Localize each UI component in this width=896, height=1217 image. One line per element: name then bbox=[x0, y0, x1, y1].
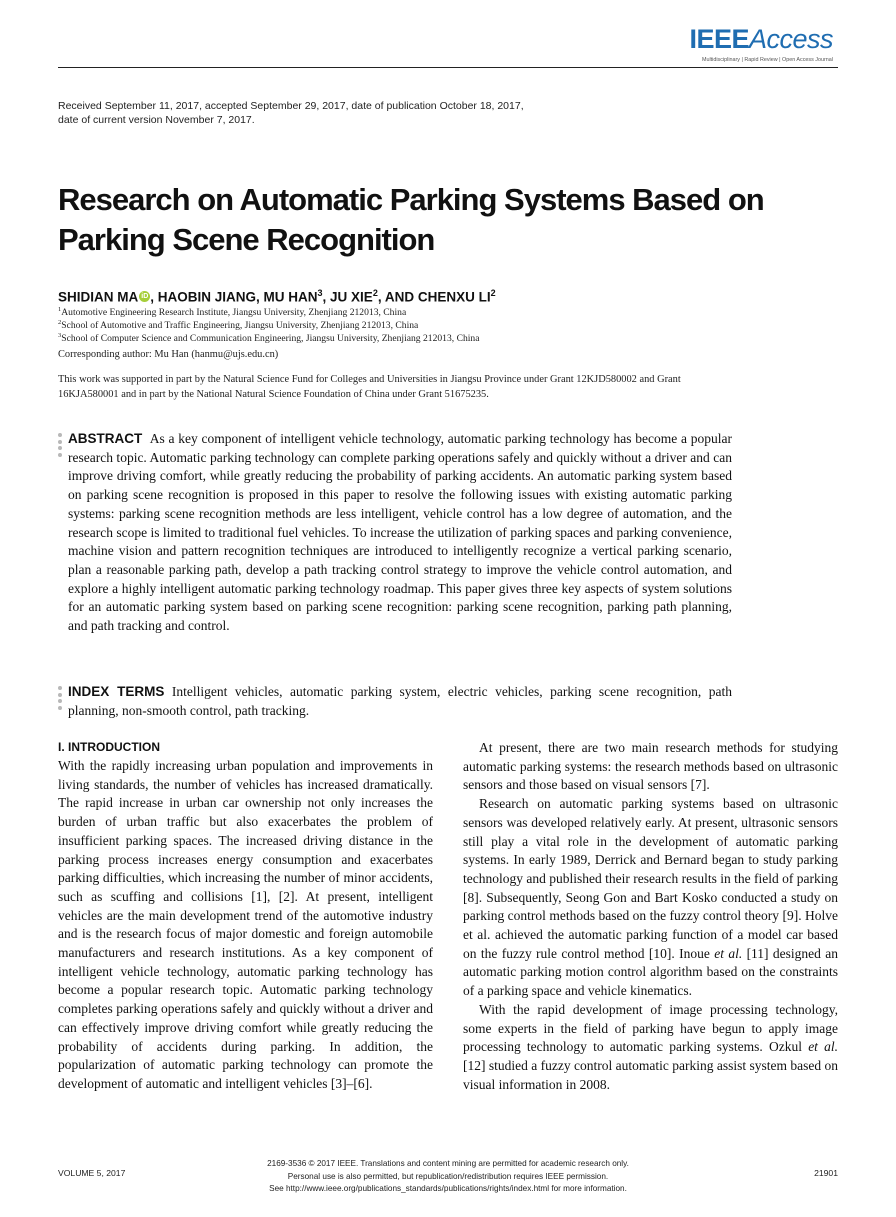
index-terms-marker-icon bbox=[58, 686, 62, 712]
intro-paragraph-3c: [11] designed an automatic parking motion control algorithm based on the constraints of a parking space and vehicle kinematics. bbox=[463, 945, 839, 999]
footer-copyright bbox=[200, 1158, 696, 1196]
footer-copyright-2: Personal use is also permitted, but republication/redistribution requires IEEE permission. bbox=[287, 1171, 609, 1181]
index-terms-text: Intelligent vehicles, automatic parking system, electric vehicles, parking scene recognition, path planning, non-smooth control, path tracking. bbox=[68, 684, 733, 718]
logo-ieee: IEEE bbox=[689, 24, 749, 54]
header-rule bbox=[58, 67, 838, 68]
intro-paragraph-3b: Inoue bbox=[679, 945, 715, 961]
index-terms-label: INDEX TERMS bbox=[68, 684, 165, 699]
affiliation-2-num: 2 bbox=[58, 319, 62, 326]
publication-dates bbox=[58, 99, 618, 127]
funding-note: This work was supported in part by the Natural Science Fund for Colleges and Universities in Jiangsu Province under Grant 12KJD580002 and Grant 16KJA580001 and in part by the National Natural Science Foundation of China under Grant 51675235. bbox=[58, 374, 681, 400]
affiliation-3 bbox=[58, 332, 479, 344]
affiliation-3-text: School of Computer Science and Communication Engineering, Jiangsu University, Zhenjiang 212013, China bbox=[61, 333, 480, 345]
author-3-aff: 3 bbox=[317, 288, 323, 298]
footer-copyright-1: 2169-3536 © 2017 IEEE. Translations and content mining are permitted for academic research only. bbox=[267, 1159, 629, 1168]
affiliation-2 bbox=[58, 319, 418, 331]
author-3: , MU HAN bbox=[256, 289, 318, 305]
affiliation-1 bbox=[58, 306, 406, 318]
intro-paragraph-2: At present, there are two main research methods for studying automatic parking systems: the research methods based on ultrasonic sensors and those based on visual sensors [7]. bbox=[463, 740, 838, 793]
abstract-marker-icon bbox=[58, 433, 62, 459]
footer-volume: VOLUME 5, 2017 bbox=[58, 1168, 126, 1178]
section-heading: I. INTRODUCTION bbox=[58, 740, 160, 754]
corresponding-author: Corresponding author: Mu Han (hanmu@ujs.edu.cn) bbox=[58, 349, 279, 360]
logo-tagline: Multidisciplinary | Rapid Review | Open Access Journal bbox=[701, 57, 833, 63]
logo-access: Access bbox=[748, 24, 833, 54]
orcid-icon[interactable]: iD bbox=[141, 292, 149, 300]
abstract-text: As a key component of intelligent vehicle technology, automatic parking technology has become a popular research topic. Automatic parking technology can complete parking operations safely and quickly without a driver and can improve driving comfort, while greatly reducing the probability of parking accidents. An automatic parking system based on parking scene recognition is proposed in this paper to resolve the following issues with existing automatic parking systems: parking scene recognition methods are less intelligent, vehicle control has a low degree of automation, and the research scope is limited to traditional fuel vehicles. To increase the utilization of parking spaces and parking convenience, machine vision and pattern recognition techniques are introduced to intelligently recognize a vertical parking scenario, plan a reasonable parking path, develop a path tracking control strategy to improve the vehicle control automation, and explore a highly intelligent automatic parking technology roadmap. This paper gives three key aspects of system solutions for an automatic parking system based on parking scene recognition: parking scene recognition, parking path planning, and path tracking and control. bbox=[68, 431, 733, 634]
author-5-aff: 2 bbox=[490, 288, 496, 298]
author-4: , JU XIE bbox=[322, 289, 373, 305]
footer-page-number: 21901 bbox=[814, 1168, 838, 1178]
author-4-aff: 2 bbox=[372, 288, 378, 298]
right-column bbox=[463, 739, 838, 1094]
intro-paragraph-4 bbox=[463, 1001, 838, 1095]
index-terms bbox=[68, 683, 732, 720]
journal-logo bbox=[689, 24, 833, 55]
intro-paragraph-4a: With the rapid development of image processing technology, some experts in the field of parking have begun to apply image processing technology to automatic parking systems. Ozkul bbox=[463, 1001, 838, 1055]
left-column bbox=[58, 757, 433, 1094]
affiliation-3-num: 3 bbox=[58, 332, 62, 339]
author-1: SHIDIAN MA bbox=[58, 289, 139, 305]
affiliation-1-num: 1 bbox=[58, 306, 62, 313]
dates-line-1: Received September 11, 2017, accepted September 29, 2017, date of publication October 18, 2017, bbox=[58, 100, 524, 112]
dates-line-2: date of current version November 7, 2017. bbox=[58, 114, 255, 126]
paper-title: Research on Automatic Parking Systems Based on Parking Scene Recognition bbox=[58, 182, 764, 257]
intro-paragraph-4b: [12] studied a fuzzy control automatic parking assist system based on visual information in 2008. bbox=[463, 1057, 838, 1092]
author-2: , HAOBIN JIANG bbox=[150, 289, 257, 305]
abstract-label: ABSTRACT bbox=[68, 431, 143, 446]
author-5: , AND CHENXU LI bbox=[377, 289, 491, 305]
intro-paragraph-3a: Research on automatic parking systems based on ultrasonic sensors was developed relatively early. At present, ultrasonic sensors still play a vital role in the development of automatic parking systems. In early 1989, Derrick and Bernard began to study parking technology and published their research results in the field of parking [8]. Subsequently, Seong Gon and Bart Kosko conducted a study on parking control methods based on the fuzzy control theory [9]. Holve et al. achieved the automatic parking function of a model car based on the fuzzy rule control method [10]. bbox=[463, 796, 838, 961]
intro-etal-2: et al. bbox=[808, 1039, 839, 1055]
intro-paragraph-1: With the rapidly increasing urban population and improvements in living standards, the number of vehicles has increased dramatically. The rapid increase in urban car ownership not only increases the burden of urban traffic but also exacerbates the problem of insufficient parking spaces. The increased driving distance in the parking process increases energy consumption and exacerbates parking difficulties, which increasing the number of minor accidents, such as scuffing and collisions [1], [2]. At present, intelligent vehicles are the main development trend of the automotive industry and is the research focus of major domestic and foreign automobile manufacturers and research institutions. As a key component of intelligent vehicle technology, automatic parking technology has become a popular research topic. Automatic parking technology completes parking operations safely and quickly without a driver and can effectively improve driving comfort while greatly reducing the probability of accidents during parking. In addition, the popularization of automatic parking technology can promote the development of automatic and intelligent vehicles [3]–[6]. bbox=[58, 758, 433, 1091]
footer-copyright-3[interactable]: See http://www.ieee.org/publications_standards/publications/rights/index.html for more information. bbox=[269, 1184, 627, 1193]
abstract bbox=[68, 430, 732, 636]
affiliation-1-text: Automotive Engineering Research Institute, Jiangsu University, Zhenjiang 212013, China bbox=[61, 307, 407, 319]
author-list bbox=[58, 288, 496, 305]
intro-etal-1: et al. bbox=[714, 945, 743, 961]
intro-paragraph-3 bbox=[463, 795, 838, 1001]
affiliation-2-text: School of Automotive and Traffic Engineering, Jiangsu University, Zhenjiang 212013, China bbox=[61, 320, 419, 332]
